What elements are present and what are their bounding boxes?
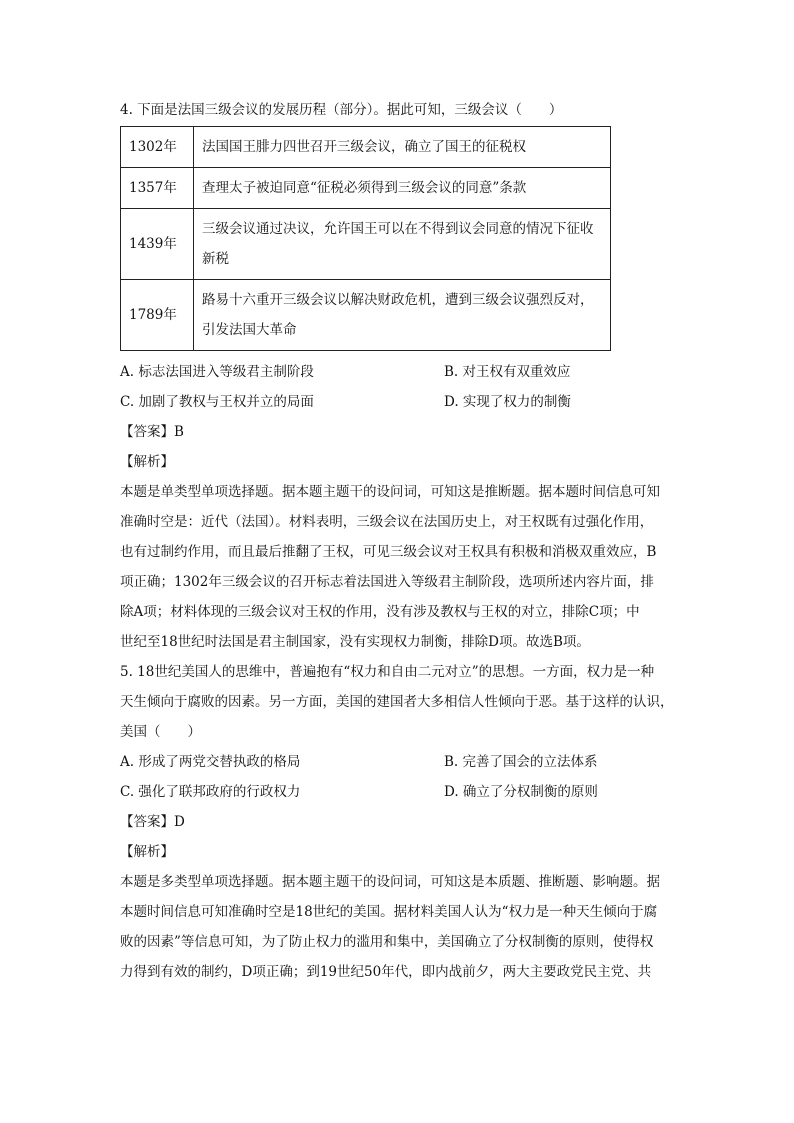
event-cell: 三级会议通过决议，允许国王可以在不得到议会同意的情况下征收新税 xyxy=(194,209,611,280)
q5-stem xyxy=(120,657,674,747)
table-row xyxy=(121,127,611,168)
q5-option-b[interactable]: B. 完善了国会的立法体系 xyxy=(444,754,598,770)
q5-option-d[interactable]: D. 确立了分权制衡的原则 xyxy=(444,784,598,800)
analysis-line: 败的因素”等信息可知，为了防止权力的滥用和集中，美国确立了分权制衡的原则，使得权 xyxy=(120,934,654,950)
year-cell: 1439年 xyxy=(121,209,194,280)
stem-line: 5. 18世纪美国人的思维中，普遍抱有“权力和自由二元对立”的思想。一方面，权力是一种 xyxy=(120,664,655,680)
analysis-line: 世纪至18世纪时法国是君主制国家，没有实现权力制衡，排除D项。故选B项。 xyxy=(120,634,590,650)
analysis-line: 也有过制约作用，而且最后推翻了王权，可见三级会议对王权具有积极和消极双重效应，B xyxy=(120,544,657,560)
q4-option-c[interactable]: C. 加剧了教权与王权并立的局面 xyxy=(120,394,314,410)
year-cell: 1302年 xyxy=(121,127,194,168)
stem-line: 天生倾向于腐败的因素。另一方面，美国的建国者大多相信人性倾向于恶。基于这样的认识， xyxy=(120,694,674,710)
q4-analysis-title: 【解析】 xyxy=(120,454,174,470)
table-row xyxy=(121,168,611,209)
q4-stem: 4. 下面是法国三级会议的发展历程（部分）。据此可知，三级会议（ ） xyxy=(120,102,563,118)
q5-options xyxy=(120,747,660,807)
analysis-line: 项正确；1302年三级会议的召开标志着法国进入等级君主制阶段，选项所述内容片面，排 xyxy=(120,574,654,590)
q4-analysis xyxy=(120,477,660,657)
q4-option-d[interactable]: D. 实现了权力的制衡 xyxy=(444,394,571,410)
analysis-line: 本题是多类型单项选择题。据本题主题干的设问词，可知这是本质题、推断题、影响题。据 xyxy=(120,874,660,890)
q5-analysis-title: 【解析】 xyxy=(120,844,174,860)
q5-option-c[interactable]: C. 强化了联邦政府的行政权力 xyxy=(120,784,301,800)
year-cell: 1789年 xyxy=(121,280,194,351)
analysis-line: 力得到有效的制约，D项正确；到19世纪50年代，即内战前夕，两大主要政党民主党、共 xyxy=(120,964,652,980)
q4-option-a[interactable]: A. 标志法国进入等级君主制阶段 xyxy=(120,364,314,380)
document-page xyxy=(120,100,674,987)
q4-options xyxy=(120,357,660,417)
analysis-line: 本题是单类型单项选择题。据本题主题干的设问词，可知这是推断题。据本题时间信息可知 xyxy=(120,484,660,500)
q5-answer: 【答案】D xyxy=(120,814,185,830)
analysis-line: 除A项；材料体现的三级会议对王权的作用，没有涉及教权与王权的对立，排除C项；中 xyxy=(120,604,640,620)
q5-analysis xyxy=(120,867,660,987)
analysis-line: 本题时间信息可知准确时空是18世纪的美国。据材料美国人认为“权力是一种天生倾向于腐 xyxy=(120,904,658,920)
table-row xyxy=(121,209,611,280)
q4-timeline-table xyxy=(120,126,611,351)
event-cell: 路易十六重开三级会议以解决财政危机，遭到三级会议强烈反对，引发法国大革命 xyxy=(194,280,611,351)
event-cell: 查理太子被迫同意“征税必须得到三级会议的同意”条款 xyxy=(194,168,611,209)
stem-line: 美国（ ） xyxy=(120,724,201,740)
year-cell: 1357年 xyxy=(121,168,194,209)
q5-option-a[interactable]: A. 形成了两党交替执政的格局 xyxy=(120,754,301,770)
table-row xyxy=(121,280,611,351)
q4-option-b[interactable]: B. 对王权有双重效应 xyxy=(444,364,571,380)
event-cell: 法国国王腓力四世召开三级会议，确立了国王的征税权 xyxy=(194,127,611,168)
analysis-line: 准确时空是：近代（法国）。材料表明，三级会议在法国历史上，对王权既有过强化作用， xyxy=(120,514,654,530)
q4-answer: 【答案】B xyxy=(120,424,184,440)
